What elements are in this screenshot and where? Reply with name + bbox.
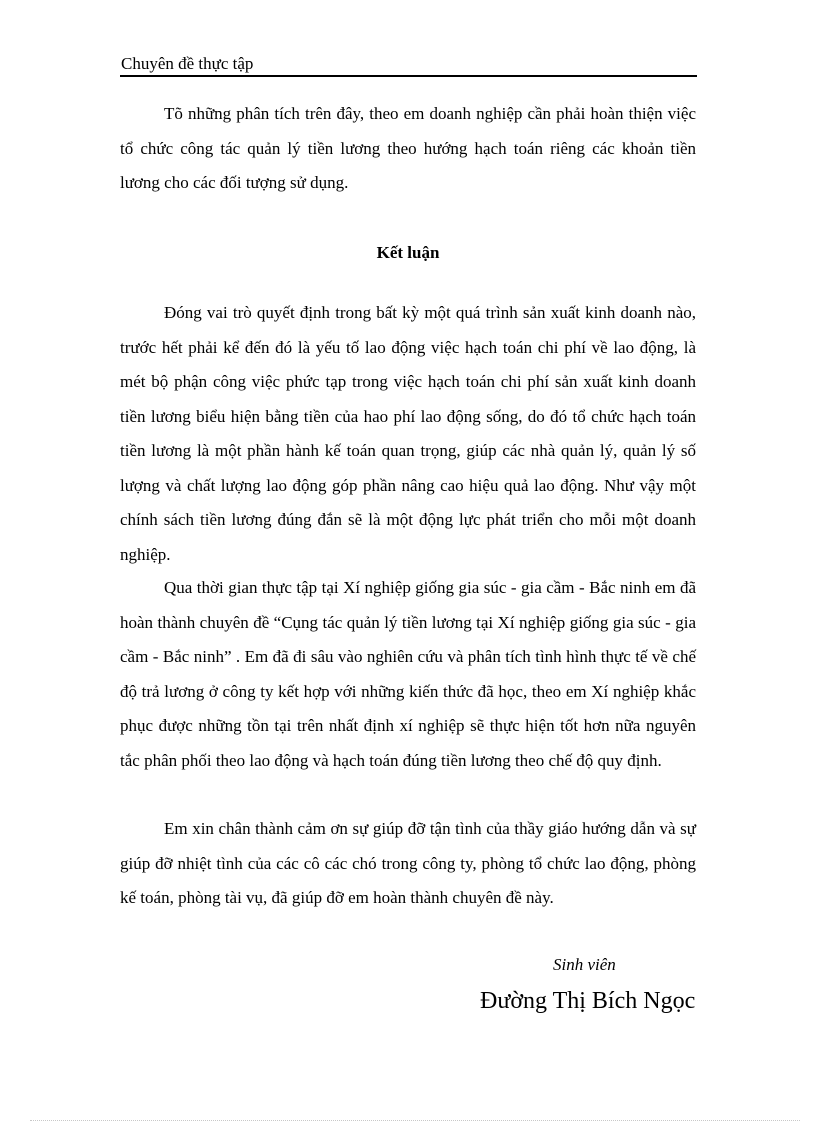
header-divider (120, 75, 697, 77)
signature-name: Đường Thị Bích Ngọc (480, 988, 696, 1014)
intro-paragraph: Tõ những phân tích trên đây, theo em doanh nghiệp cần phải hoàn thiện việc tổ chức công tác quản lý tiền lương theo hướng hạch toán riêng các khoản tiền lương cho các đối tượng sử dụng. (120, 104, 696, 192)
page-bottom-divider (30, 1120, 800, 1121)
running-header-title: Chuyên đề thực tập (121, 54, 254, 73)
conclusion-paragraph-3: Em xin chân thành cảm ơn sự giúp đỡ tận tình của thầy giáo hướng dẫn và sự giúp đỡ nhiệt tình của các cô các chó trong công ty, phòng tổ chức lao động, phòng kế toán, phòng tài vụ, đã giúp đỡ em hoàn thành chuyên đề này. (120, 819, 696, 907)
signature-role: Sinh viên (553, 955, 616, 974)
conclusion-paragraph-1: Đóng vai trò quyết định trong bất kỳ một quá trình sản xuất kinh doanh nào, trước hết phải kể đến đó là yếu tố lao động việc hạch toán chi phí về lao động, là mét bộ phận công việc phức tạp trong việc hạch toán chi phí sản xuất kinh doanh tiền lương biểu hiện bằng tiền của hao phí lao động sống, do đó tổ chức hạch toán tiền lương là một phần hành kế toán quan trọng, giúp các nhà quản lý, quản lý số lượng và chất lượng lao động góp phần nâng cao hiệu quả lao động. Như vậy một chính sách tiền lương đúng đắn sẽ là một động lực phát triển cho mỗi một doanh nghiệp. (120, 303, 696, 564)
section-heading: Kết luận (376, 243, 440, 262)
conclusion-paragraph-2: Qua thời gian thực tập tại Xí nghiệp giống gia súc - gia cầm - Bắc ninh em đã hoàn thành chuyên đề “Cụng tác quản lý tiền lương tại Xí nghiệp giống gia súc - gia cầm - Bắc ninh” . Em đã đi sâu vào nghiên cứu và phân tích tình hình thực tế về chế độ trả lương ở công ty kết hợp với những kiến thức đã học, theo em Xí nghiệp khắc phục được những tồn tại trên nhất định xí nghiệp sẽ thực hiện tốt hơn nữa nguyên tắc phân phối theo lao động và hạch toán đúng tiền lương theo chế độ quy định. (120, 578, 696, 770)
